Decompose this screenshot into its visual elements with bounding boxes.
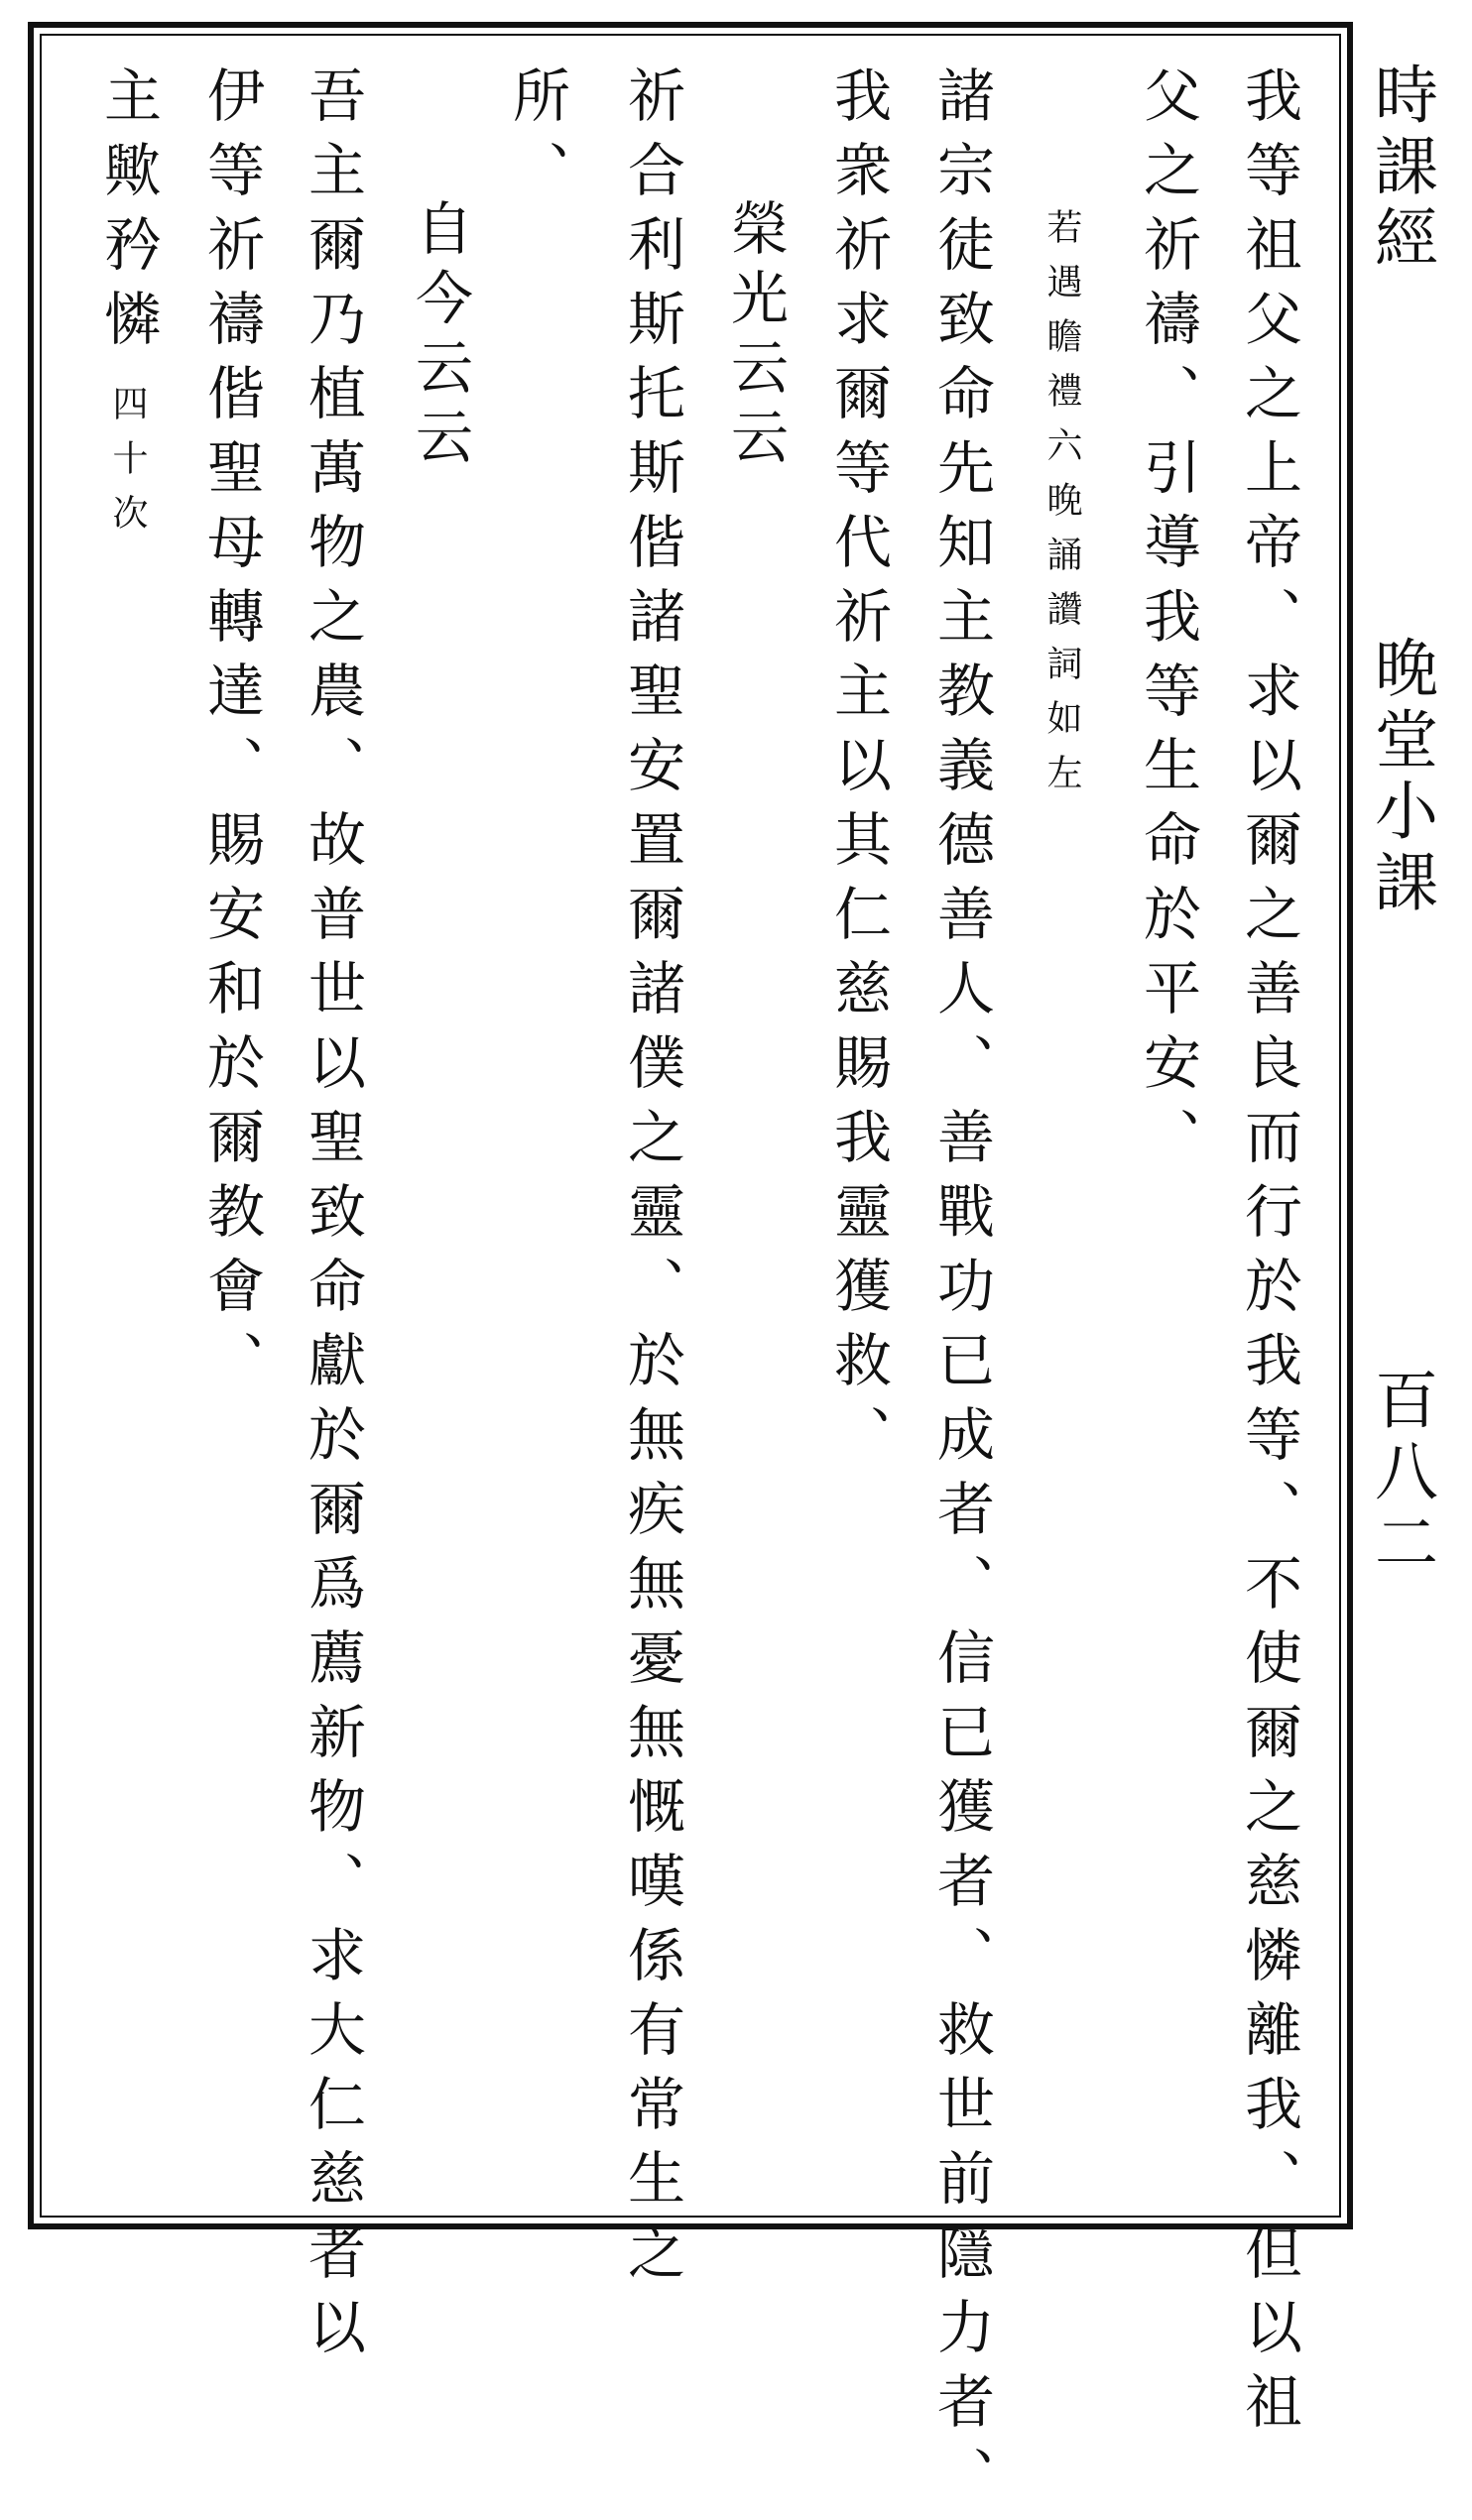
now-and-ever-rubric: 自今云云 bbox=[406, 198, 473, 476]
repetition-note: 四十次 bbox=[107, 385, 148, 548]
text-column-1: 我等祖父之上帝、求以爾之善良而行於我等、不使爾之慈憐離我、但以祖 bbox=[1235, 65, 1302, 2446]
page-number: 百八二 bbox=[1364, 1367, 1437, 1581]
text-column-8: 伊等祈禱偕聖母轉達、賜安和於爾教會、 bbox=[197, 65, 265, 1404]
text-column-9: 主歟矜憐 bbox=[94, 65, 162, 363]
section-title: 晚堂小課 bbox=[1364, 635, 1437, 920]
text-column-2: 父之祈禱、引導我等生命於平安、 bbox=[1134, 65, 1201, 1181]
doxology-rubric: 榮光云云 bbox=[721, 198, 789, 476]
text-column-4: 我衆祈求爾等代祈主以其仁慈賜我靈獲救、 bbox=[824, 65, 892, 1479]
text-column-5: 祈合利斯托斯偕諸聖安置爾諸僕之靈、於無疾無憂無慨嘆係有常生之 bbox=[618, 65, 685, 2297]
text-column-6: 所、 bbox=[503, 65, 570, 214]
book-title: 時課經 bbox=[1364, 61, 1437, 276]
text-column-7: 吾主爾乃植萬物之農、故普世以聖致命獻於爾爲薦新物、求大仁慈者以 bbox=[299, 65, 366, 2371]
text-column-3: 諸宗徒致命先知主教義德善人、善戰功已成者、信已獲者、救世前隱力者、 bbox=[927, 65, 995, 2520]
rubric-friday-vespers: 若遇瞻禮六晚誦讚詞如左 bbox=[1042, 208, 1082, 808]
